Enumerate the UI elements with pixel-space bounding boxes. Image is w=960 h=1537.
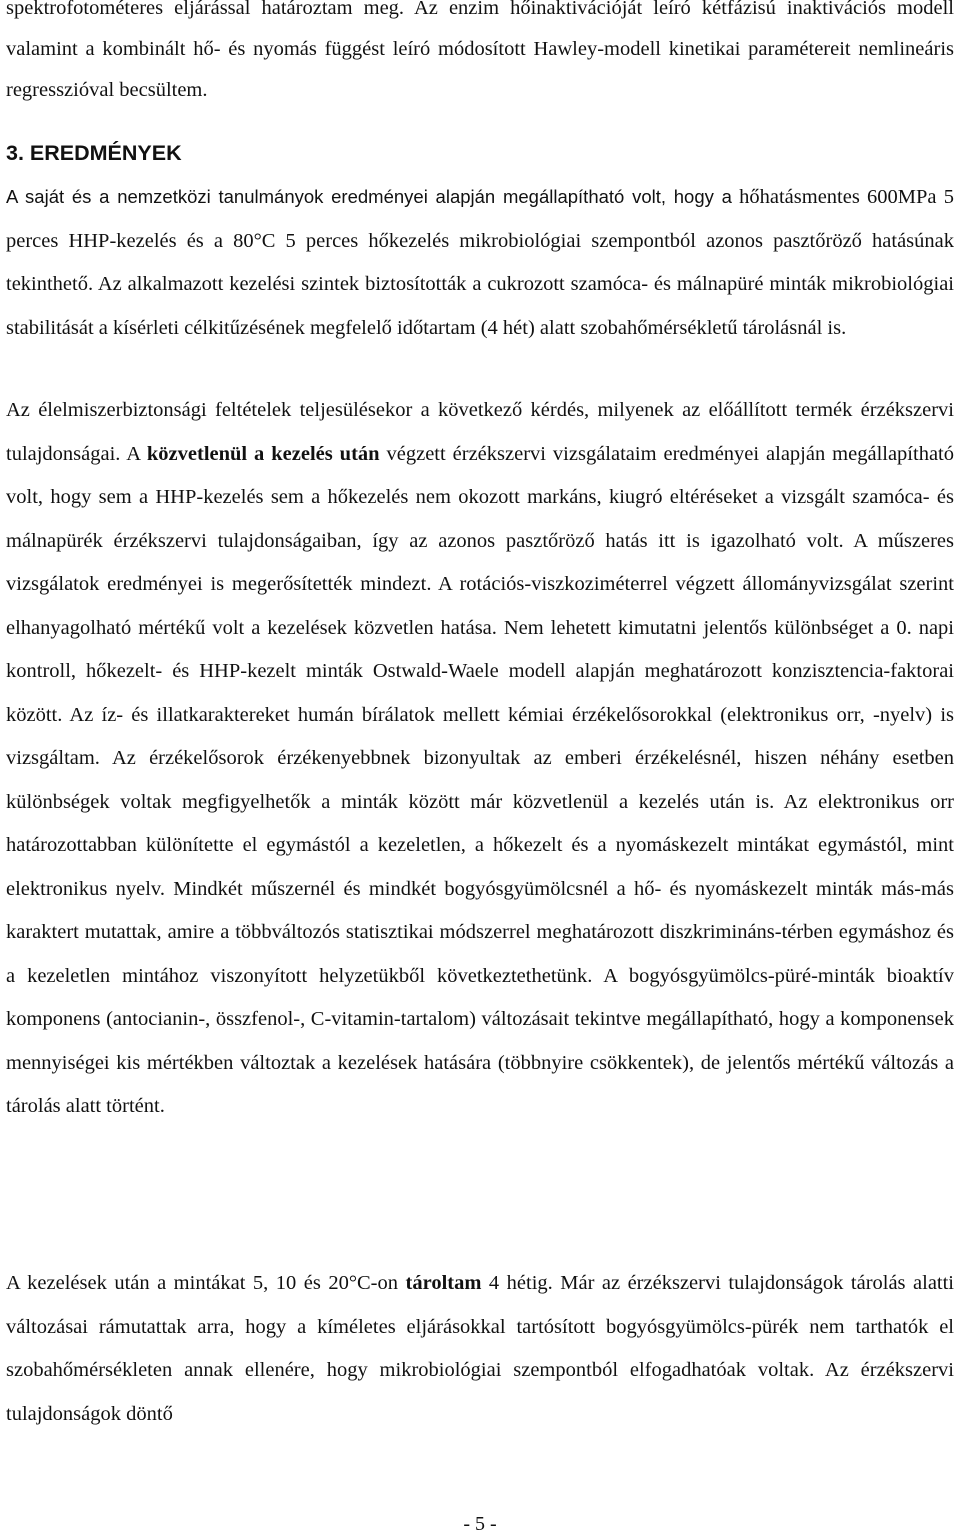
results-paragraph-1-serif-text: hőhatásmentes 600MPa 5 perces HHP-kezelés és a 80°C 5 perces hőkezelés mikrobiológiai szempontból azonos pasztőröző hatásúnak tekinthető. Az alkalmazott kezelési szintek biztosították a cukrozott szamóca- és málnapüré minták mikrobiológiai stabilitását a kísérleti célkitűzésének megfelelő időtartam (4 hét) alatt szobahőmérsékletű tárolásnál is.	[6, 186, 954, 339]
results-paragraph-2-bold: közvetlenül a kezelés után	[146, 442, 380, 465]
results-paragraph-1-sans-text: A saját és a nemzetközi tanulmányok eredményei alapján megállapítható volt, hogy a	[6, 186, 732, 207]
results-paragraph-3-bold: tároltam	[405, 1272, 482, 1294]
section-heading: 3. EREDMÉNYEK	[6, 141, 182, 165]
results-paragraph-3	[6, 1262, 954, 1436]
results-paragraph-2-text-a: Az élelmiszerbiztonsági feltételek teljesülésekor a következő kérdés, milyenek az előállított termék érzékszervi tulajdonságai. A	[6, 399, 954, 465]
results-paragraph-3-text-b: 4 hétig. Már az érzékszervi tulajdonságok tárolás alatti változásai rámutattak arra, hogy a kíméletes eljárásokkal tartósított bogyósgyümölcs-pürék nem tarthatók el szobahőmérsékleten annak ellenére, hogy mikrobiológiai szempontból elfogadhatóak voltak. Az érzékszervi tulajdonságok döntő	[6, 1272, 955, 1425]
results-paragraph-3-text-a: A kezelések után a mintákat 5, 10 és 20°C-on	[6, 1272, 399, 1294]
page-number: - 5 -	[463, 1513, 497, 1535]
results-paragraph-1	[6, 175, 954, 350]
intro-paragraph: spektrofotométeres eljárással határoztam meg. Az enzim hőinaktivációját leíró kétfázisú inaktivációs modell valamint a kombinált hő- és nyomás függést leíró módosított Hawley-modell kinetikai paramétereit nemlineáris regresszióval becsültem.	[6, 0, 954, 101]
results-paragraph-2	[6, 389, 954, 1129]
results-paragraph-2-text-b: végzett érzékszervi vizsgálataim eredményei alapján megállapítható volt, hogy sem a HHP-kezelés sem a hőkezelés nem okozott markáns, kiugró eltéréseket a vizsgált szamóca- és málnapürék érzékszervi tulajdonságaiban, így az azonos pasztőröző hatás itt is igazolható volt. A műszeres vizsgálatok eredményei is megerősítették mindezt. A rotációs-viszkoziméterrel végzett állományvizsgálat szerint elhanyagolható mértékű volt a kezelések közvetlen hatása. Nem lehetett kimutatni jelentős különbséget a 0. napi kontroll, hőkezelt- és HHP-kezelt minták Ostwald-Waele modell alapján meghatározott konzisztencia-faktorai között. Az íz- és illatkaraktereket humán bírálatok mellett kémiai érzékelősorokkal (elektronikus orr, -nyelv) is vizsgáltam. Az érzékelősorok érzékenyebbnek bizonyultak az emberi érzékelésnél, hiszen néhány esetben különbségek voltak megfigyelhetők a minták között már közvetlenül a kezelés után is. Az elektronikus orr határozottabban különítette el egymástól a kezeletlen, a hőkezelt és a nyomáskezelt mintákat egymástól, mint elektronikus nyelv. Mindkét műszernél és mindkét bogyósgyümölcsnél a hő- és nyomáskezelt minták más-más karaktert mutattak, amire a többváltozós statisztikai módszerrel meghatározott diszkrimináns-térben egymáshoz és a kezeletlen mintához viszonyított helyzetükből következtethetünk. A bogyósgyümölcs-püré-minták bioaktív komponens (antocianin-, összfenol-, C-vitamin-tartalom) változásait tekintve megállapítható, hogy a komponensek mennyiségei kis mértékben változtak a kezelések hatására (többnyire csökkentek), de jelentős mértékű változás a tárolás alatt történt.	[6, 442, 954, 1117]
